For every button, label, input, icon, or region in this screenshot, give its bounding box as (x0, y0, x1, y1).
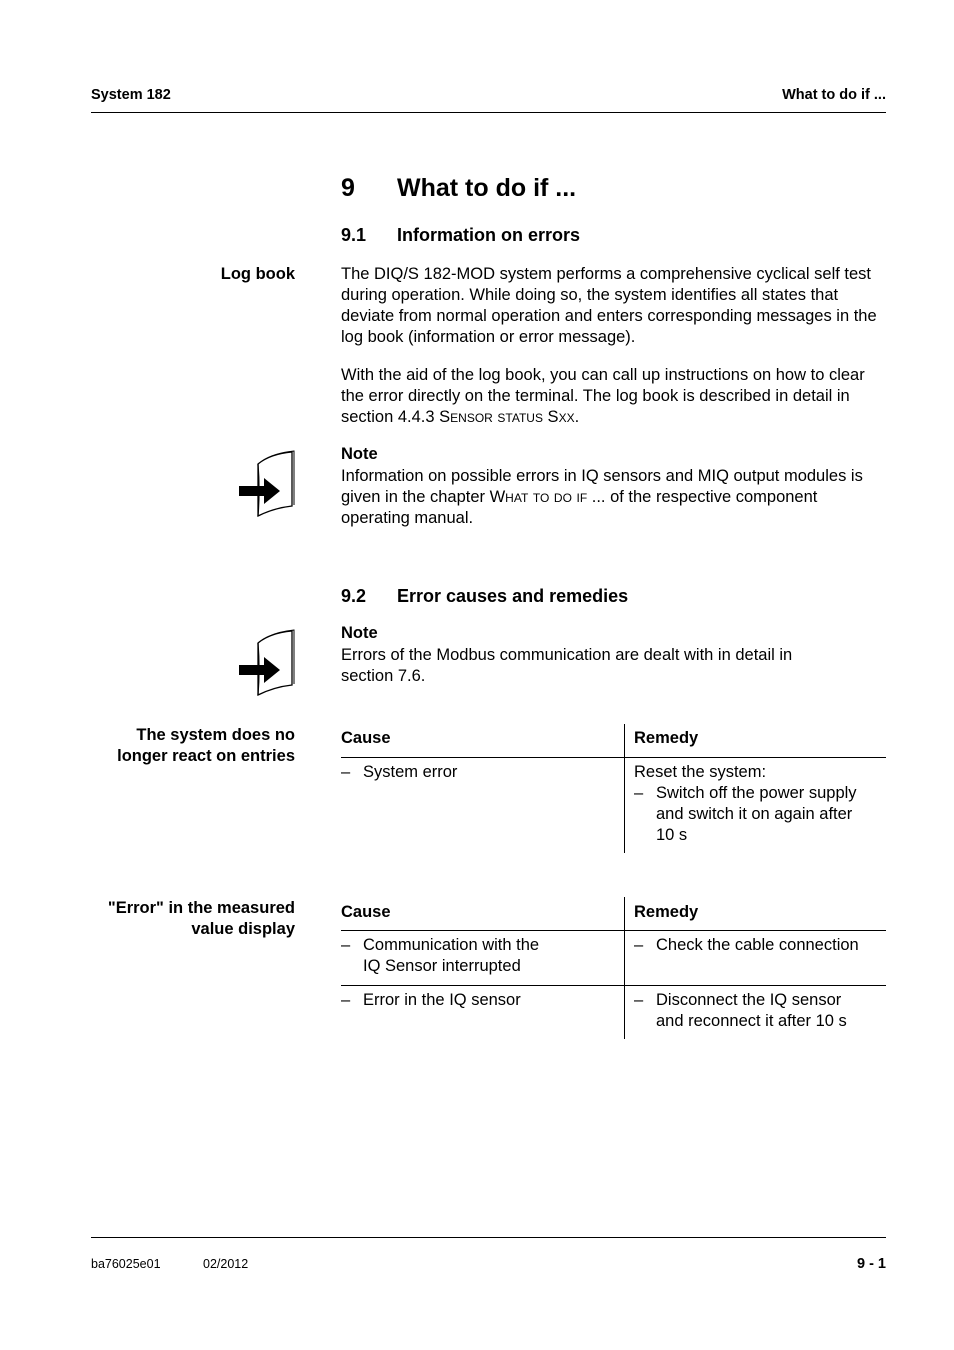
table1-remedy-intro: Reset the system: (634, 763, 767, 781)
footer-doc-id: ba76025e01 (91, 1257, 161, 1271)
table2 (341, 897, 886, 1039)
table2-side-label: "Error" in the measured value display (107, 899, 295, 938)
section1-para1: The DIQ/S 182-MOD system performs a comprehensive cyclical self test during operation. While doing so, the system identifies all states that deviate from normal operation and enters corresponding messages in the log book (information or error message). (341, 265, 877, 346)
note1-title: Note (341, 445, 378, 463)
table2-header-remedy: Remedy (634, 903, 699, 921)
section1-title: Information on errors (397, 225, 581, 245)
section2-number: 9.2 (341, 586, 367, 606)
header-rule (91, 112, 886, 113)
note-book-icon (236, 629, 298, 697)
note-book-icon (236, 450, 298, 518)
chapter-title: What to do if ... (397, 174, 577, 202)
footer-rule (91, 1237, 886, 1238)
table1-header-remedy: Remedy (634, 729, 699, 747)
table1 (341, 724, 886, 853)
footer-page-number: 9 - 1 (856, 1256, 886, 1272)
note2-text: Errors of the Modbus communication are dealt with in detail in section 7.6. (341, 646, 793, 685)
table1-header-cause: Cause (341, 729, 391, 747)
log-book-label: Log book (220, 265, 295, 283)
note2-title: Note (341, 624, 378, 642)
footer-date: 02/2012 (203, 1257, 249, 1271)
table1-cause: System error (363, 763, 458, 781)
table-row: – System error Reset the system: – Switch off the power supply and switch it on again after 10 s (341, 762, 886, 852)
table2-header-cause: Cause (341, 903, 391, 921)
chapter-number: 9 (341, 174, 355, 202)
section1-number: 9.1 (341, 225, 367, 245)
header-right: What to do if ... (782, 87, 886, 103)
note1-text: Information on possible errors in IQ sensors and MIQ output modules is given in the chapter What to do if ... of the respective component operating manual. (341, 467, 863, 527)
table1-side-label: The system does no longer react on entries (117, 726, 295, 765)
section1-para2: With the aid of the log book, you can call up instructions on how to clear the error directly on the terminal. The log book is described in detail in section 4.4.3 Sensor status Sxx. (341, 366, 865, 426)
header-left: System 182 (91, 87, 171, 103)
table-row: – Communication with the IQ Sensor interrupted – Check the cable connection (341, 936, 859, 975)
section2-title: Error causes and remedies (397, 586, 629, 606)
table-row: – Error in the IQ sensor – Disconnect the IQ sensor and reconnect it after 10 s (341, 991, 847, 1030)
